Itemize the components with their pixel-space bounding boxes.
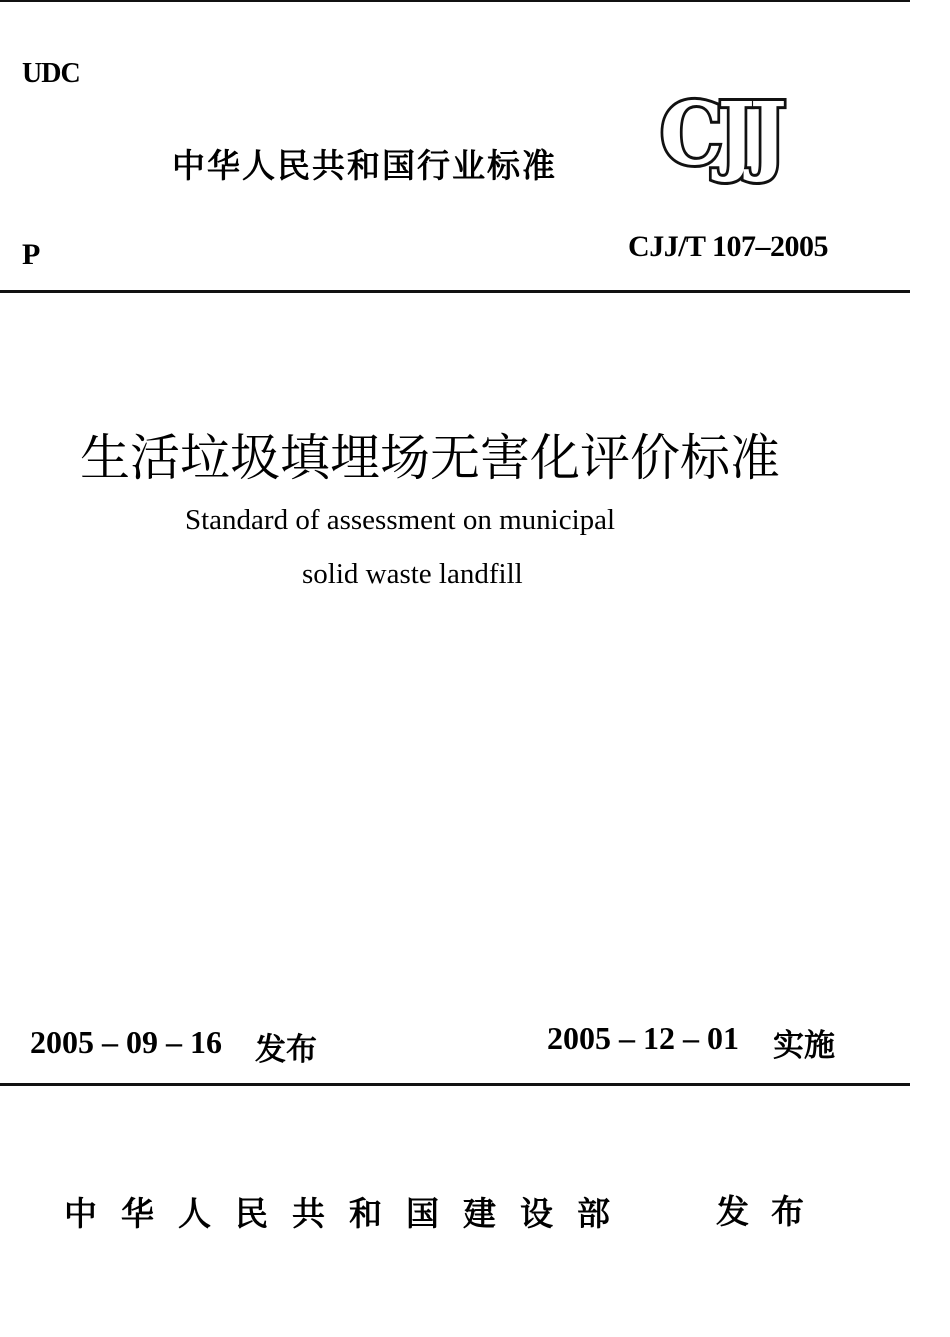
publisher-name: 中华人民共和国建设部 — [64, 1194, 634, 1233]
industry-standard-heading: 中华人民共和国行业标准 — [172, 146, 557, 185]
title-english-line-1: Standard of assessment on municipal — [185, 504, 616, 536]
title-chinese: 生活垃圾填埋场无害化评价标准 — [80, 429, 780, 487]
cjj-logo: CJJ — [660, 84, 782, 185]
issue-date: 2005 – 09 – 16 — [30, 1024, 222, 1060]
issue-label: 发布 — [255, 1032, 317, 1068]
category-code: P — [22, 238, 41, 271]
implementation-date: 2005 – 12 – 01 — [547, 1020, 739, 1056]
implementation-label: 实施 — [773, 1028, 835, 1064]
title-english-line-2: solid waste landfill — [302, 558, 523, 590]
standard-number: CJJ/T 107–2005 — [628, 230, 828, 263]
top-rule — [0, 0, 910, 2]
header-divider — [0, 290, 910, 293]
footer-divider — [0, 1083, 910, 1086]
udc-label: UDC — [22, 58, 80, 89]
publish-label: 发布 — [716, 1192, 826, 1231]
